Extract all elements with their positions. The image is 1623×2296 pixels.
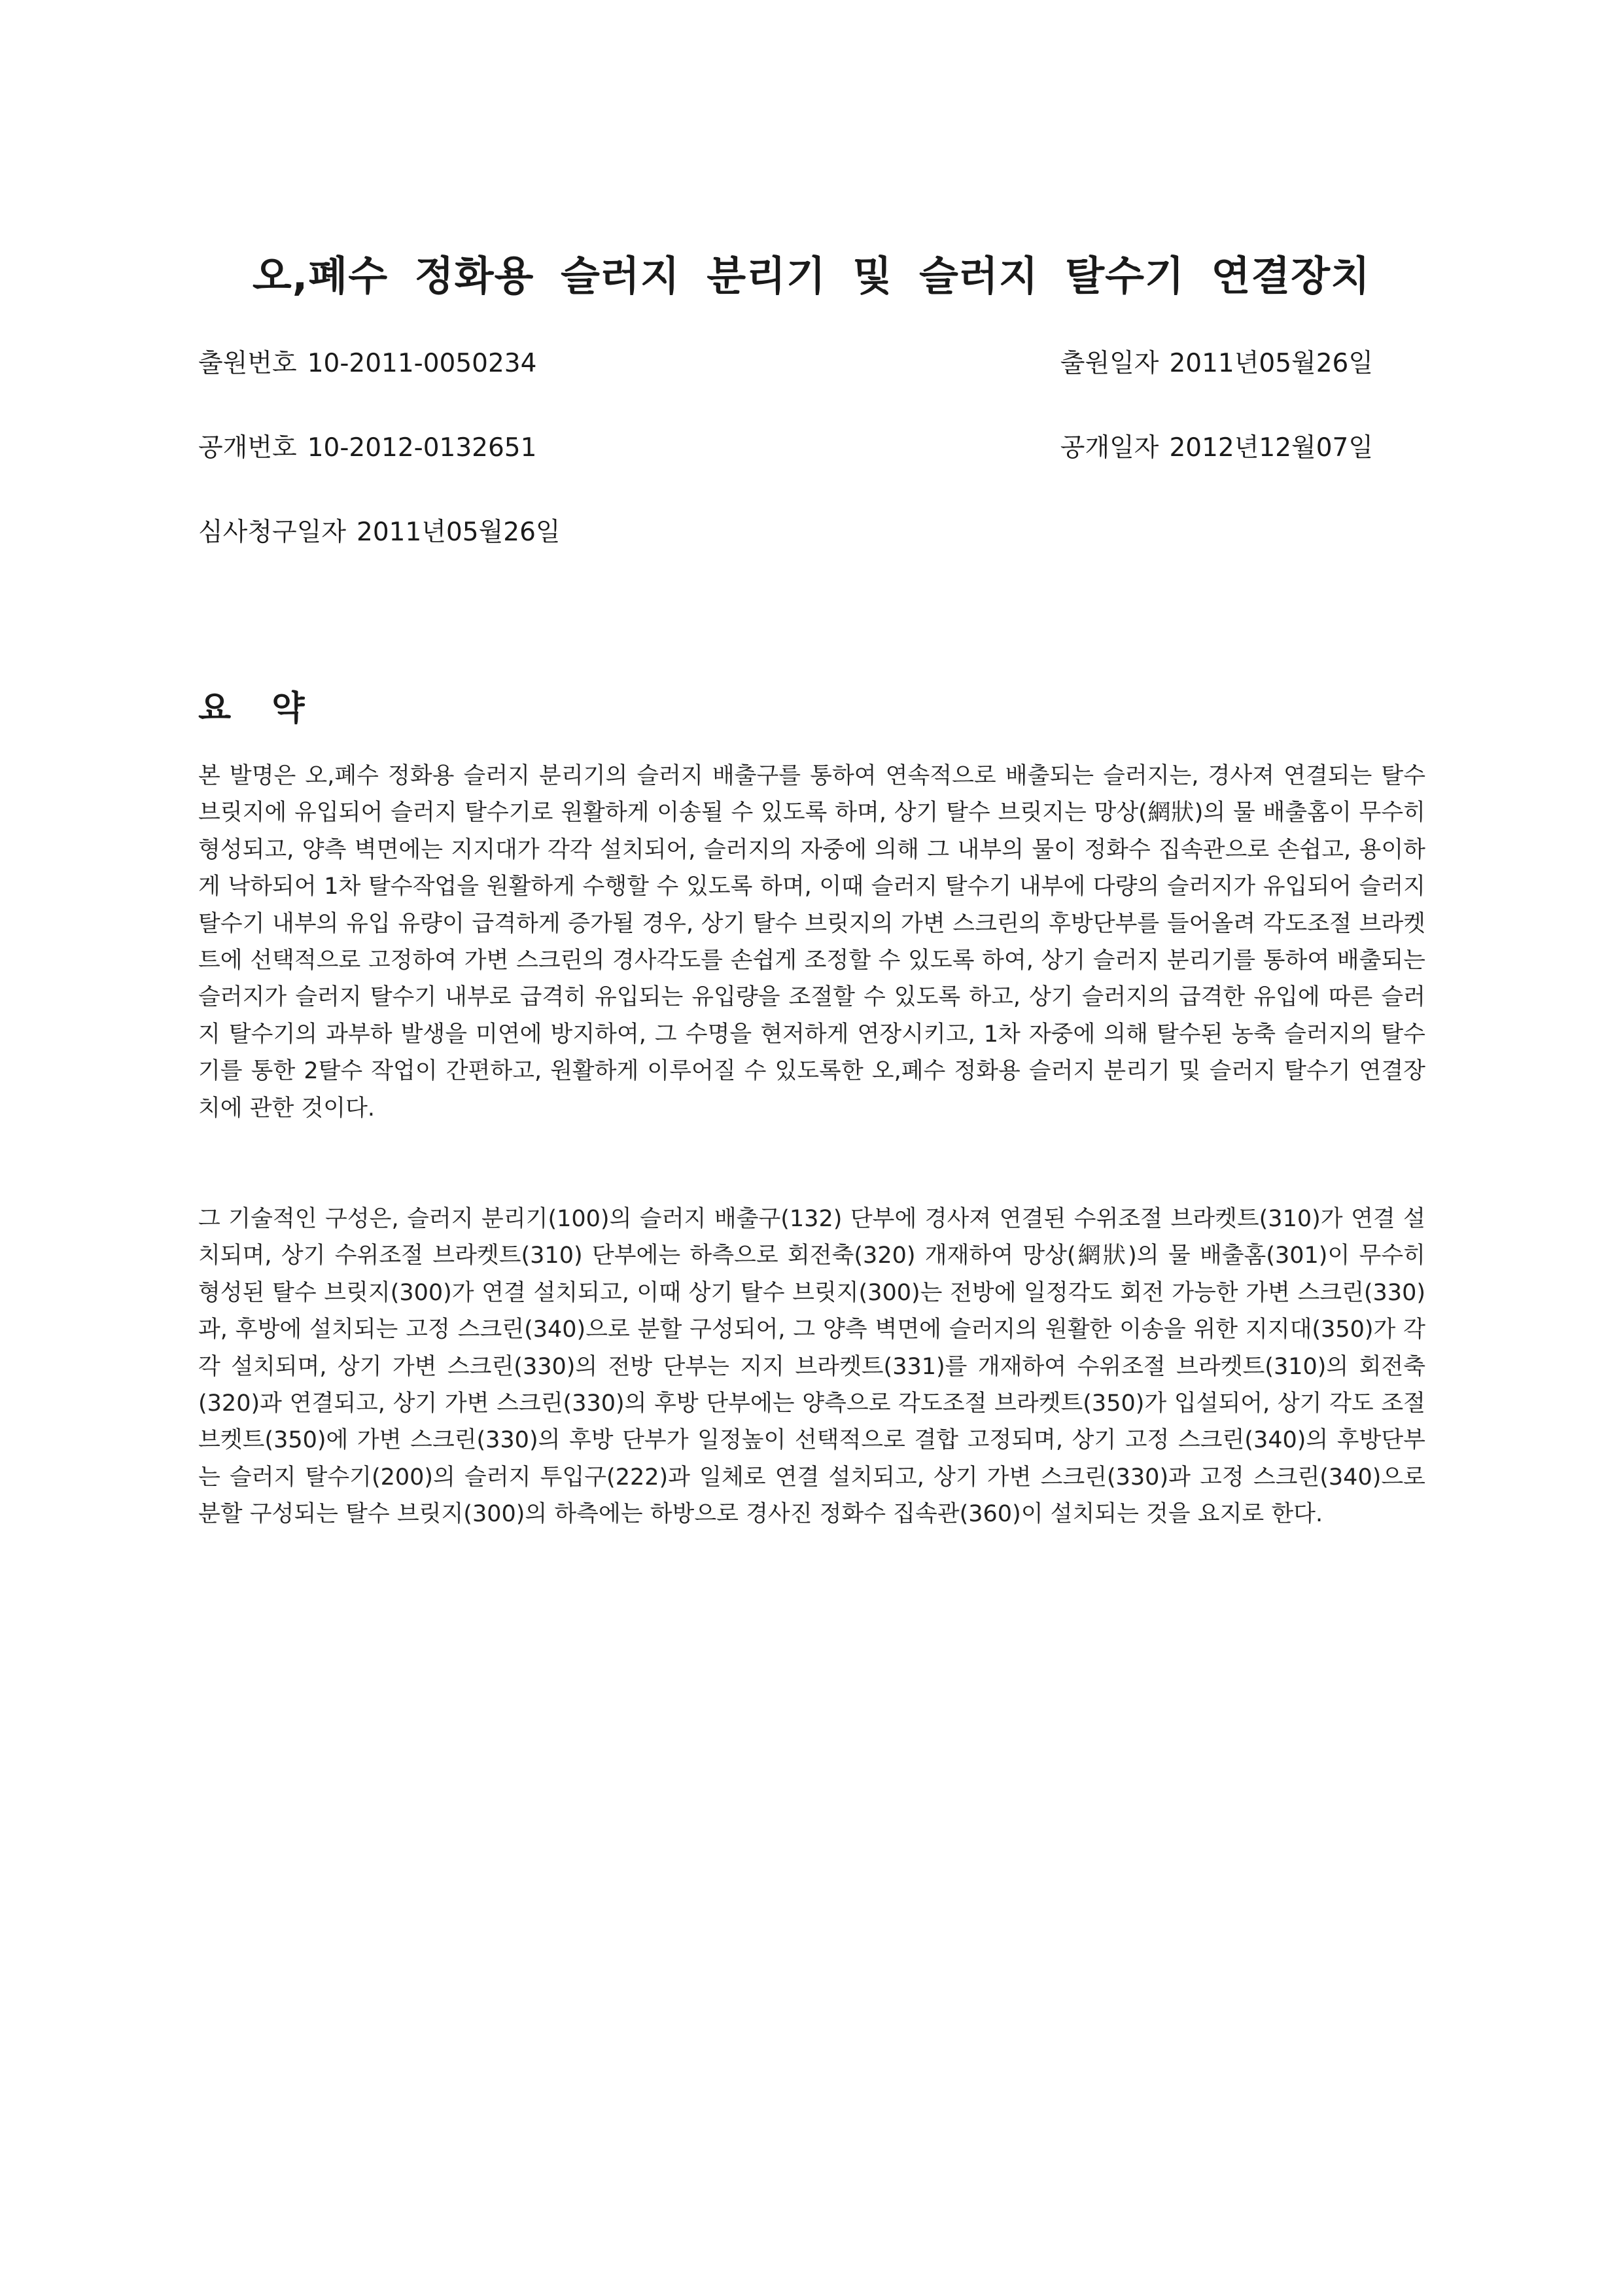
publication-number (198, 435, 536, 461)
document-title: 오,폐수 정화용 슬러지 분리기 및 슬러지 탈수기 연결장치 (252, 252, 1371, 300)
examination-request-date (198, 520, 561, 545)
abstract-heading: 요 약 (198, 689, 319, 728)
application-number-value: 10-2011-0050234 (307, 349, 537, 378)
application-date-label: 출원일자 (1060, 349, 1159, 378)
abstract-paragraph-1: 본 발명은 오,폐수 정화용 슬러지 분리기의 슬러지 배출구를 통하여 연속적으로 배출되는 슬러지는, 경사져 연결되는 탈수 브릿지에 유입되어 슬러지 탈수기로 원활하게 이송될 수 있도록 하며, 상기 탈수 브릿지는 망상(網狀)의 물 배출홈이 무수히 형성되고, 양측 벽면에는 지지대가 각각 설치되어, 슬러지의 자중에 의해 그 내부의 물이 정화수 집속관으로 손쉽고, 용이하게 낙하되어 1차 탈수작업을 원활하게 수행할 수 있도록 하며, 이때 슬러지 탈수기 내부에 다량의 슬러지가 유입되어 슬러지 탈수기 내부의 유입 유량이 급격하게 증가될 경우, 상기 탈수 브릿지의 가변 스크린의 후방단부를 들어올려 각도조절 브라켓트에 선택적으로 고정하여 가변 스크린의 경사각도를 손쉽게 조정할 수 있도록 하여, 상기 슬러지 분리기를 통하여 배출되는 슬러지가 슬러지 탈수기 내부로 급격히 유입되는 유입량을 조절할 수 있도록 하고, 상기 슬러지의 급격한 유입에 따른 슬러지 탈수기의 과부하 발생을 미연에 방지하여, 그 수명을 현저하게 연장시키고, 1차 자중에 의해 탈수된 농축 슬러지의 탈수기를 통한 2탈수 작업이 간편하고, 원활하게 이루어질 수 있도록한 오,폐수 정화용 슬러지 분리기 및 슬러지 탈수기 연결장치에 관한 것이다. (198, 763, 1425, 1122)
publication-number-value: 10-2012-0132651 (307, 433, 537, 463)
application-date (1060, 351, 1373, 376)
examination-request-date-value: 2011년05월26일 (357, 518, 561, 547)
publication-number-label: 공개번호 (198, 433, 297, 463)
examination-request-date-label: 심사청구일자 (198, 518, 347, 547)
application-number (198, 351, 536, 376)
publication-date-label: 공개일자 (1060, 433, 1159, 463)
publication-date-value: 2012년12월07일 (1169, 433, 1373, 463)
publication-date (1060, 435, 1373, 461)
abstract-paragraph-2: 그 기술적인 구성은, 슬러지 분리기(100)의 슬러지 배출구(132) 단부에 경사져 연결된 수위조절 브라켓트(310)가 연결 설치되며, 상기 수위조절 브라켓트(310) 단부에는 하측으로 회전축(320) 개재하여 망상(網狀)의 물 배출홈(301)이 무수히 형성된 탈수 브릿지(300)가 연결 설치되고, 이때 상기 탈수 브릿지(300)는 전방에 일정각도 회전 가능한 가변 스크린(330)과, 후방에 설치되는 고정 스크린(340)으로 분할 구성되어, 그 양측 벽면에 슬러지의 원활한 이송을 위한 지지대(350)가 각각 설치되며, 상기 가변 스크린(330)의 전방 단부는 지지 브라켓트(331)를 개재하여 수위조절 브라켓트(310)의 회전축(320)과 연결되고, 상기 가변 스크린(330)의 후방 단부에는 양측으로 각도조절 브라켓트(350)가 입설되어, 상기 각도 조절브켓트(350)에 가변 스크린(330)의 후방 단부가 일정높이 선택적으로 결합 고정되며, 상기 고정 스크린(340)의 후방단부는 슬러지 탈수기(200)의 슬러지 투입구(222)과 일체로 연결 설치되고, 상기 가변 스크린(330)과 고정 스크린(340)으로 분할 구성되는 탈수 브릿지(300)의 하측에는 하방으로 경사진 정화수 집속관(360)이 설치되는 것을 요지로 한다. (198, 1206, 1425, 1528)
application-number-label: 출원번호 (198, 349, 297, 378)
application-date-value: 2011년05월26일 (1169, 349, 1373, 378)
